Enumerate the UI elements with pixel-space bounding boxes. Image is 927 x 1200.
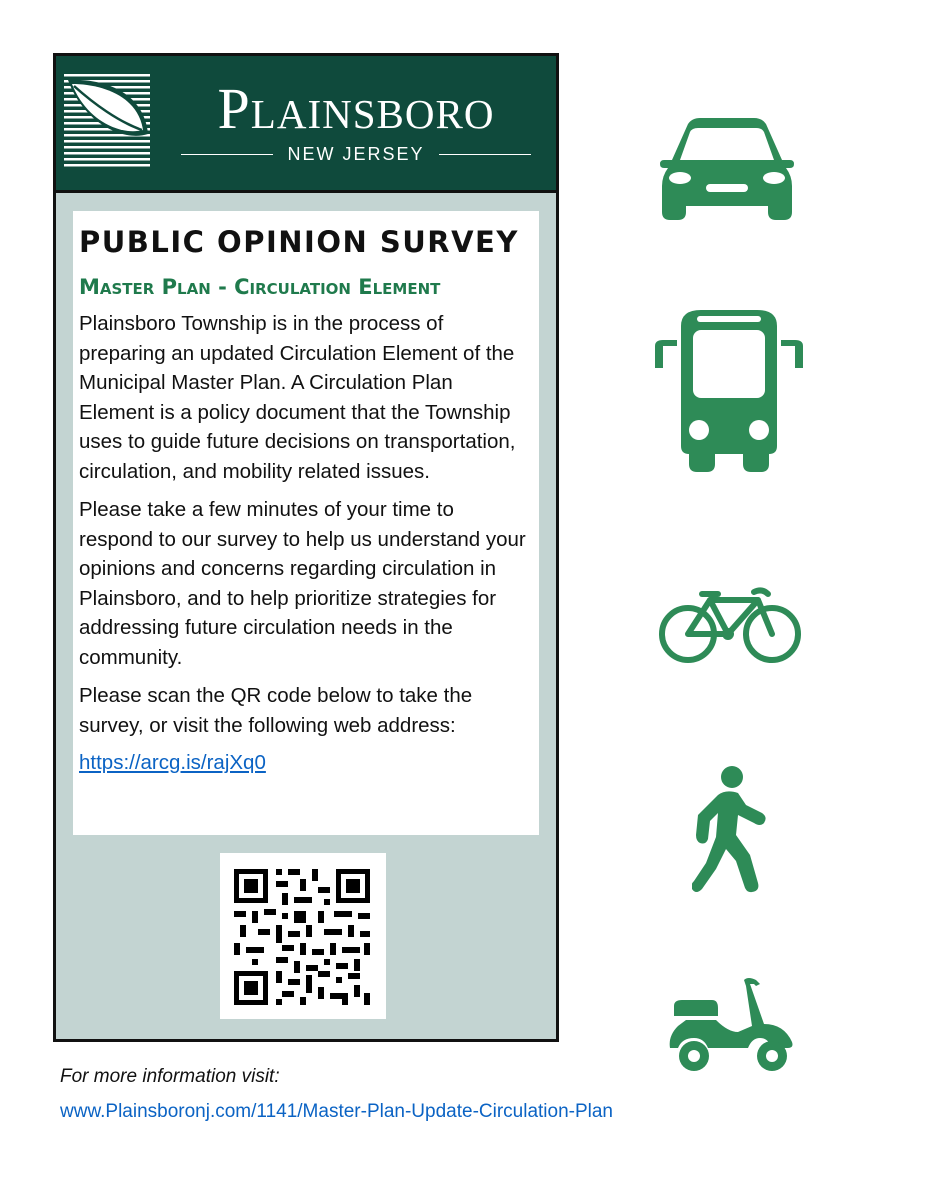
survey-link[interactable]: https://arcg.is/rajXq0 — [79, 751, 266, 774]
instructions-paragraph: Please scan the QR code below to take the survey, or visit the following web address: — [79, 684, 473, 737]
qr-code[interactable] — [220, 853, 386, 1019]
divider — [181, 154, 273, 156]
header-banner — [56, 56, 556, 193]
request-paragraph: Please take a few minutes of your time to respond to our survey to help us understand your opinions and concerns regarding circulation in Plainsboro, and to help prioritize strategies for addressing future circulation needs in the community. — [79, 498, 526, 669]
more-info-link[interactable]: www.Plainsboronj.com/1141/Master-Plan-Update-Circulation-Plan — [60, 1101, 614, 1122]
survey-subtitle: Master Plan - Circulation Element — [79, 275, 441, 299]
pedestrian-icon — [692, 765, 768, 893]
divider — [439, 154, 531, 156]
survey-text-panel — [73, 211, 539, 835]
survey-title: PUBLIC OPINION SURVEY — [79, 225, 519, 259]
bicycle-icon — [658, 586, 802, 666]
scooter-icon — [668, 976, 796, 1072]
car-icon — [660, 116, 794, 222]
qr-code-icon — [234, 869, 370, 1005]
leaf-logo-icon — [64, 74, 150, 168]
bus-icon — [655, 306, 803, 472]
more-info-label: For more information visit: — [60, 1066, 280, 1087]
town-wordmark — [171, 78, 541, 165]
survey-flyer — [53, 53, 559, 1042]
state-name: NEW JERSEY — [287, 144, 425, 164]
intro-paragraph: Plainsboro Township is in the process of preparing an updated Circulation Element of the Municipal Master Plan. A Circulation Plan Element is a policy document that the Township uses to guide future decisions on transportation, circulation, and mobility related issues. — [79, 312, 516, 483]
town-name: Plainsboro — [217, 76, 495, 141]
